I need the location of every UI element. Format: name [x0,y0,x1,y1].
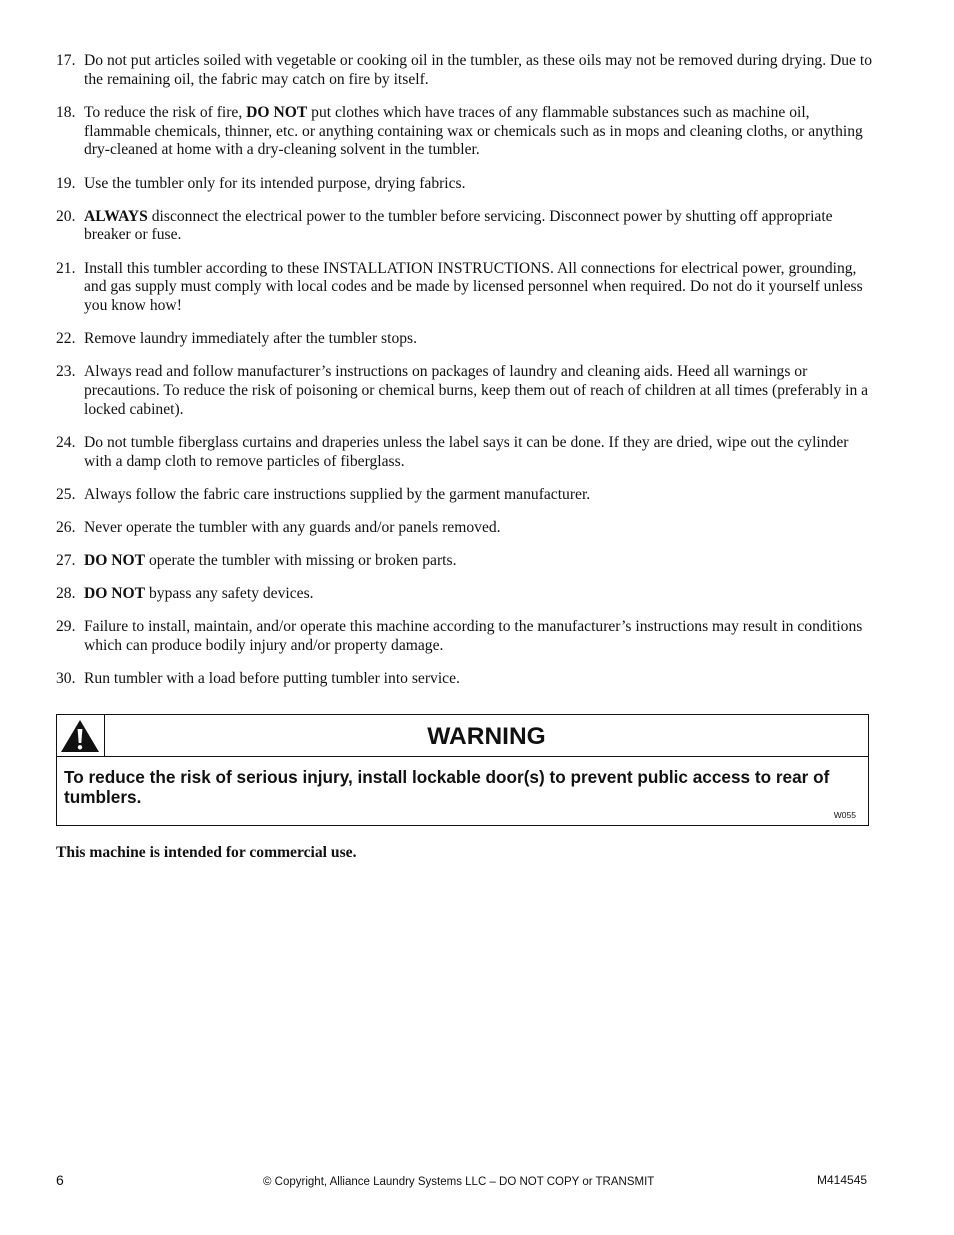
item-text [84,670,872,689]
list-item [56,52,872,90]
document-number: M414545 [817,1173,868,1187]
item-text [84,519,872,538]
item-number: 20. [56,207,76,225]
list-item [56,330,872,349]
item-text [84,486,872,505]
item-text [84,208,872,246]
text-run: To reduce the risk of fire, [84,103,247,121]
item-number: 24. [56,434,76,452]
emphasis-text: ALWAYS [84,207,148,225]
item-number: 27. [56,552,76,570]
warning-triangle-icon [60,719,100,753]
item-text [84,552,872,571]
item-number: 25. [56,485,76,503]
commercial-use-note: This machine is intended for commercial use. [56,844,357,861]
page-number: 6 [56,1172,64,1188]
emphasis-text: DO NOT [84,585,146,603]
item-text [84,363,872,419]
text-run: Remove laundry immediately after the tumbler stops. [84,330,418,348]
safety-instructions-list [56,52,872,703]
text-run: disconnect the electrical power to the tumbler before servicing. Disconnect power by shutting off appropriate breaker or fuse. [84,207,833,244]
warning-icon-cell [57,715,105,756]
item-number: 21. [56,259,76,277]
text-run: Always follow the fabric care instructions supplied by the garment manufacturer. [84,485,591,503]
warning-code: W055 [833,810,856,820]
item-number: 23. [56,363,76,381]
copyright-notice: © Copyright, Alliance Laundry Systems LLC – DO NOT COPY or TRANSMIT [263,1176,655,1188]
item-text [84,260,872,316]
warning-header [57,715,868,757]
list-item [56,585,872,604]
list-item [56,519,872,538]
text-run: Run tumbler with a load before putting tumbler into service. [84,670,460,688]
list-item [56,552,872,571]
list-item [56,175,872,194]
text-run: bypass any safety devices. [145,585,314,603]
item-text [84,104,872,160]
item-number: 28. [56,585,76,603]
text-run: put clothes which have traces of any flammable substances such as machine oil, flammable chemicals, thinner, etc. or anything containing wax or chemicals such as in mops and cleaning cloths, or anything dry-cleaned at home with a dry-cleaning solvent in the tumbler. [84,103,863,159]
text-run: Do not put articles soiled with vegetable or cooking oil in the tumbler, as these oils may not be removed during drying. Due to the remaining oil, the fabric may catch on fire by itself. [84,52,872,88]
item-number: 22. [56,330,76,348]
text-run: Failure to install, maintain, and/or operate this machine according to the manufacturer’s instructions may result in conditions which can produce bodily injury and/or property damage. [84,618,863,655]
text-run: Never operate the tumbler with any guards and/or panels removed. [84,519,501,537]
text-run: Install this tumbler according to these INSTALLATION INSTRUCTIONS. All connections for electrical power, grounding, and gas supply must comply with local codes and be made by licensed personnel when required. Do not do it yourself unless you know how! [84,259,863,315]
warning-title: WARNING [427,723,546,750]
item-text [84,434,872,472]
text-run: Do not tumble fiberglass curtains and draperies unless the label says it can be done. If they are dried, wipe out the cylinder with a damp cloth to remove particles of fiberglass. [84,434,849,470]
warning-message: To reduce the risk of serious injury, install lockable door(s) to prevent public access to rear of tumblers. [64,767,830,807]
text-run: Always read and follow manufacturer’s instructions on packages of laundry and cleaning aids. Heed all warnings or precautions. To reduce the risk of poisoning or chemical burns, keep them out of reach of children at all times (preferably in a locked cabinet). [84,363,869,418]
list-item [56,363,872,419]
item-text [84,585,872,604]
item-number: 26. [56,519,76,537]
emphasis-text: DO NOT [246,103,308,121]
item-number: 19. [56,174,76,192]
list-item [56,670,872,689]
item-text [84,52,872,90]
emphasis-text: DO NOT [84,552,146,570]
list-item [56,486,872,505]
list-item [56,260,872,316]
text-run: operate the tumbler with missing or broken parts. [145,552,457,570]
item-text [84,330,872,349]
item-number: 18. [56,103,76,121]
list-item [56,104,872,160]
warning-box [56,714,869,826]
item-text [84,618,872,656]
text-run: Use the tumbler only for its intended purpose, drying fabrics. [84,174,466,192]
list-item [56,208,872,246]
item-number: 30. [56,670,76,688]
list-item [56,434,872,472]
item-number: 17. [56,52,76,69]
list-item [56,618,872,656]
item-number: 29. [56,618,76,636]
item-text [84,175,872,194]
